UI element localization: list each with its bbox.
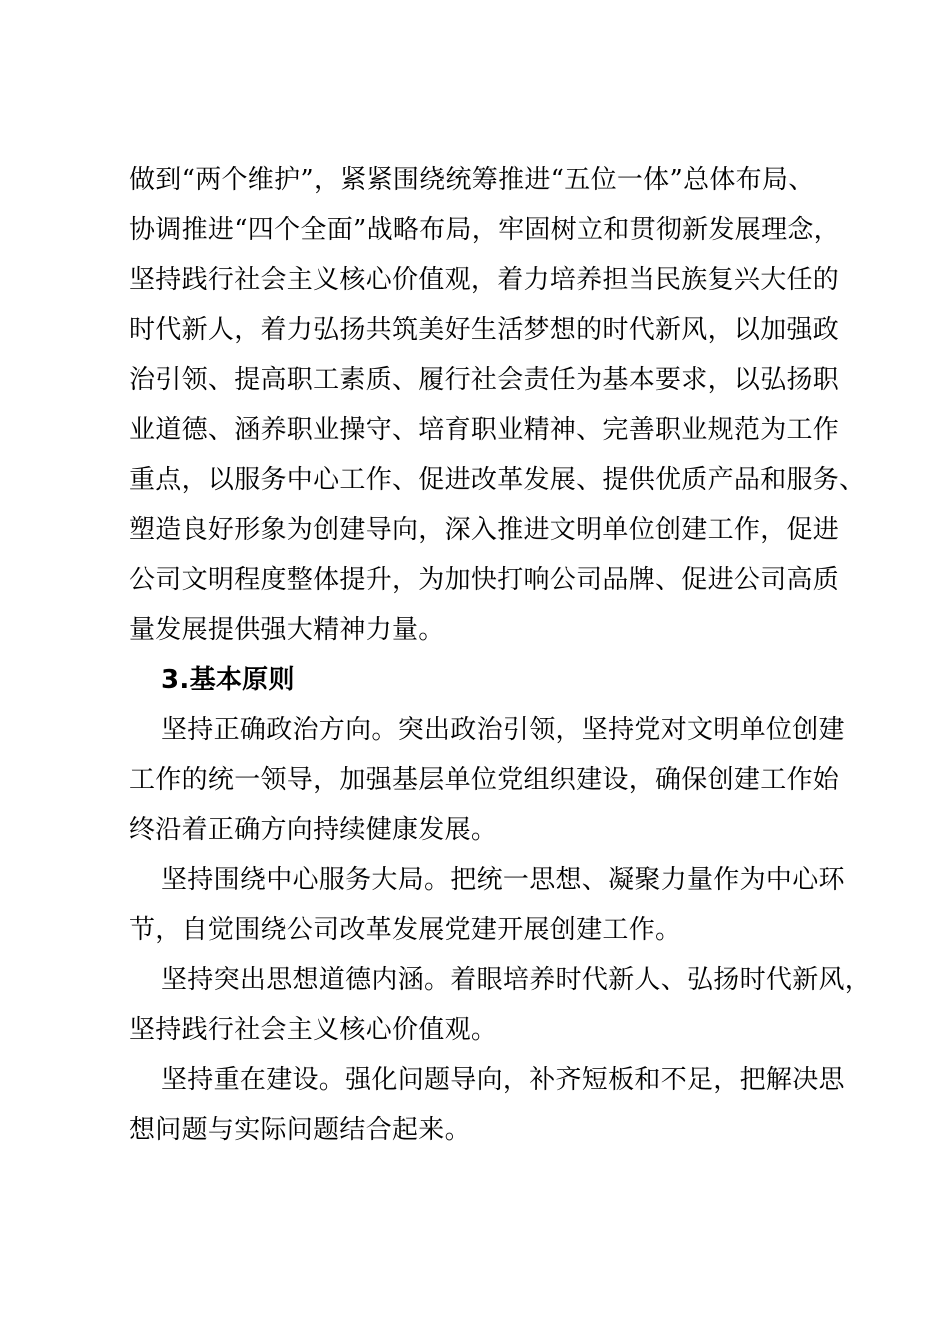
text-line: 重点，以服务中心工作、促进改革发展、提供优质产品和服务、 — [129, 465, 866, 495]
text-line: 坚持围绕中心服务大局。把统一思想、凝聚力量作为中心环 — [161, 865, 845, 895]
text-line: 坚持突出思想道德内涵。着眼培养时代新人、弘扬时代新风， — [161, 965, 872, 995]
text-line: 塑造良好形象为创建导向，深入推进文明单位创建工作，促进 — [129, 515, 840, 545]
text-line: 坚持践行社会主义核心价值观。 — [129, 1015, 498, 1045]
text-line: 节，自觉围绕公司改革发展党建开展创建工作。 — [129, 915, 682, 945]
text-line: 协调推进“四个全面”战略布局，牢固树立和贯彻新发展理念， — [129, 215, 840, 245]
section-heading: 3.基本原则 — [161, 665, 295, 695]
text-line: 业道德、涵养职业操守、培育职业精神、完善职业规范为工作 — [129, 415, 840, 445]
text-line: 公司文明程度整体提升，为加快打响公司品牌、促进公司高质 — [129, 565, 840, 595]
text-line: 坚持践行社会主义核心价值观，着力培养担当民族复兴大任的 — [129, 265, 840, 295]
text-line: 坚持正确政治方向。突出政治引领，坚持党对文明单位创建 — [161, 715, 845, 745]
text-line: 治引领、提高职工素质、履行社会责任为基本要求，以弘扬职 — [129, 365, 840, 395]
text-line: 坚持重在建设。强化问题导向，补齐短板和不足，把解决思 — [161, 1065, 845, 1095]
text-line: 量发展提供强大精神力量。 — [129, 615, 445, 645]
text-line: 想问题与实际问题结合起来。 — [129, 1115, 471, 1145]
text-line: 终沿着正确方向持续健康发展。 — [129, 815, 498, 845]
text-line: 时代新人，着力弘扬共筑美好生活梦想的时代新风，以加强政 — [129, 315, 840, 345]
text-line: 做到“两个维护”，紧紧围绕统筹推进“五位一体”总体布局、 — [129, 165, 815, 195]
text-line: 工作的统一领导，加强基层单位党组织建设，确保创建工作始 — [129, 765, 840, 795]
